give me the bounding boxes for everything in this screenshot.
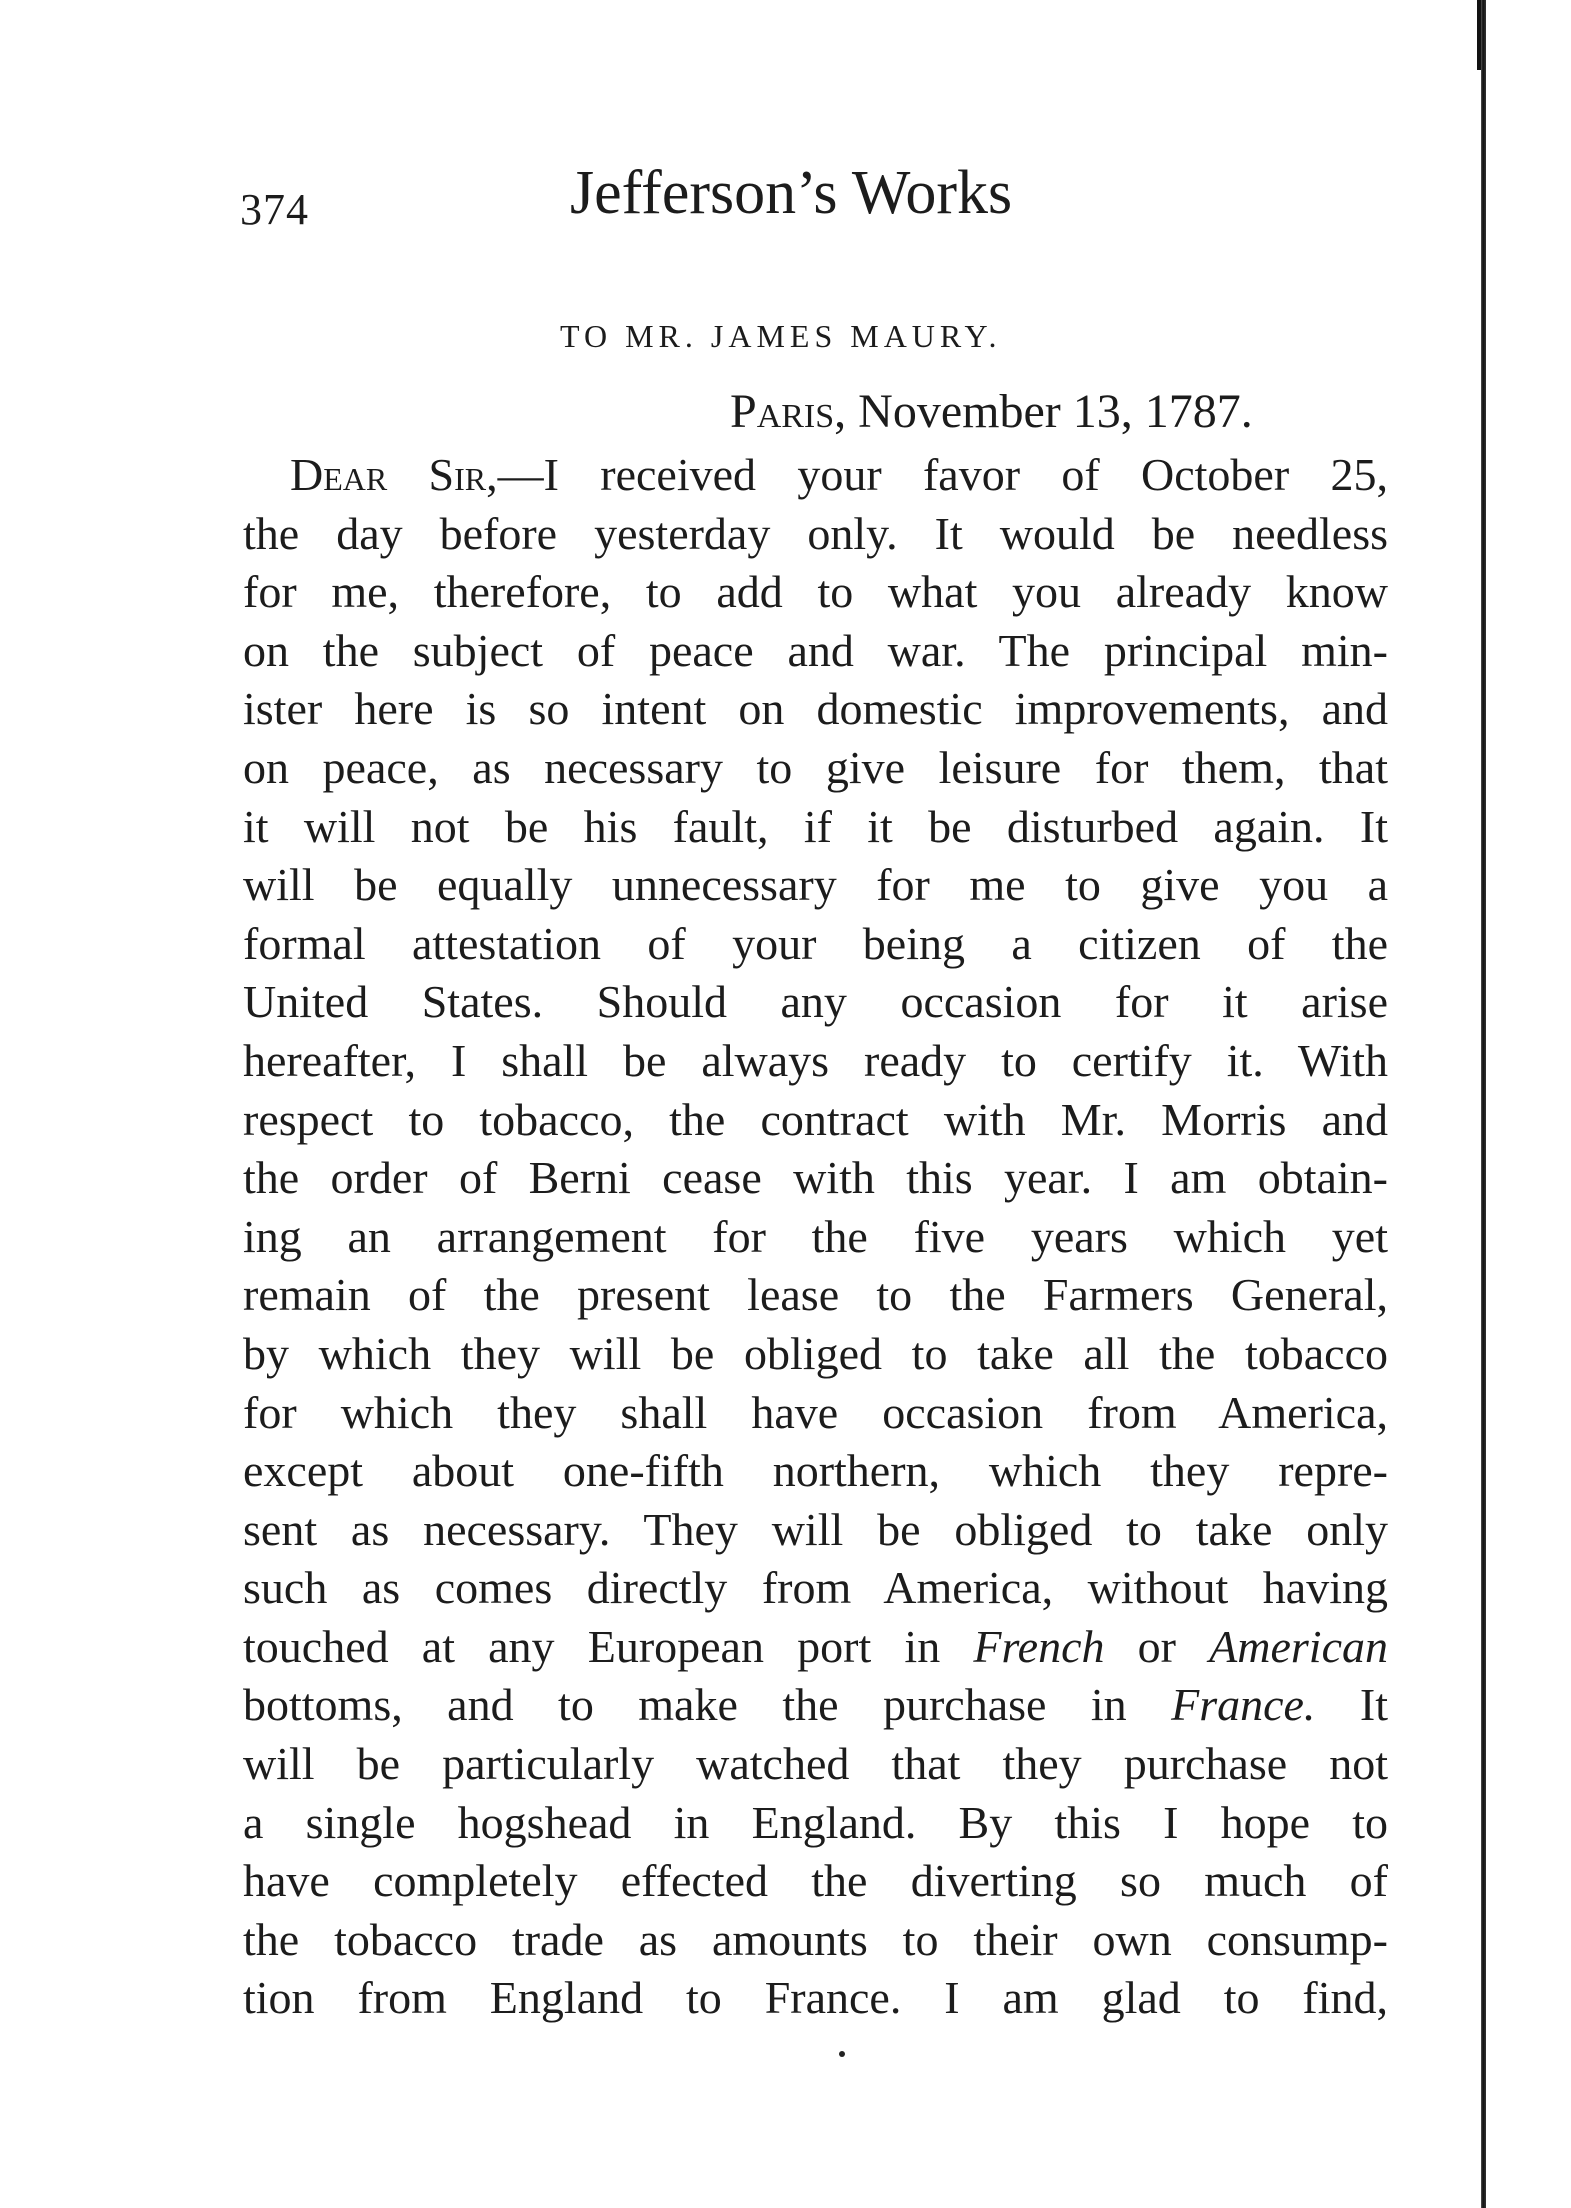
italic-word: French	[973, 1620, 1105, 1672]
body-line: the order of Berni cease with this year. I am obtain-	[243, 1152, 1388, 1204]
body-line: formal attestation of your being a citizen of the	[243, 917, 1388, 969]
letter-dateline	[730, 384, 1253, 439]
body-line: United States. Should any occasion for it arise	[243, 976, 1388, 1028]
italic-word: France.	[1171, 1679, 1316, 1731]
signature-mark-dot	[839, 2051, 845, 2057]
body-line: tion from England to France. I am glad to find,	[243, 1972, 1388, 2024]
letter-body	[243, 446, 1388, 2028]
letter-date: , November 13, 1787.	[834, 385, 1253, 438]
body-line: have completely effected the diverting so much of	[243, 1855, 1388, 1907]
body-line: the tobacco trade as amounts to their own consump-	[243, 1913, 1388, 1965]
body-line: bottoms, and to make the purchase in France. It	[243, 1679, 1388, 1731]
scan-edge	[1481, 0, 1486, 2208]
body-line: respect to tobacco, the contract with Mr. Morris and	[243, 1093, 1388, 1145]
body-line: ing an arrangement for the five years which yet	[243, 1210, 1388, 1262]
body-line: ister here is so intent on domestic improvements, and	[243, 683, 1388, 735]
letter-addressee: TO MR. JAMES MAURY.	[560, 318, 1002, 354]
body-line: will be equally unnecessary for me to give you a	[243, 859, 1388, 911]
body-line: Dear Sir,—I received your favor of October 25,	[290, 449, 1388, 500]
page-number: 374	[240, 185, 309, 234]
page-header	[240, 158, 1400, 238]
body-line: sent as necessary. They will be obliged to take only	[243, 1503, 1388, 1555]
body-line: except about one-fifth northern, which they repre-	[243, 1445, 1388, 1497]
running-title: Jefferson’s Works	[570, 159, 1013, 227]
italic-word: American	[1209, 1620, 1388, 1672]
body-line: by which they will be obliged to take all the tobacco	[243, 1327, 1388, 1379]
body-line: remain of the present lease to the Farmers General,	[243, 1269, 1388, 1321]
body-line: the day before yesterday only. It would be needless	[243, 507, 1388, 559]
body-line: will be particularly watched that they purchase not	[243, 1738, 1388, 1790]
body-line: a single hogshead in England. By this I hope to	[243, 1796, 1388, 1848]
letter-place: Paris	[730, 385, 835, 438]
body-line: touched at any European port in French or American	[243, 1620, 1388, 1672]
body-line: such as comes directly from America, without having	[243, 1562, 1388, 1614]
body-line: it will not be his fault, if it be disturbed again. It	[243, 800, 1388, 852]
body-line: on the subject of peace and war. The principal min-	[243, 624, 1388, 676]
salutation: Dear Sir	[290, 449, 487, 500]
body-line: for me, therefore, to add to what you already know	[243, 566, 1388, 618]
body-line: for which they shall have occasion from America,	[243, 1386, 1388, 1438]
body-line: on peace, as necessary to give leisure for them, that	[243, 741, 1388, 793]
body-line: hereafter, I shall be always ready to certify it. With	[243, 1034, 1388, 1086]
